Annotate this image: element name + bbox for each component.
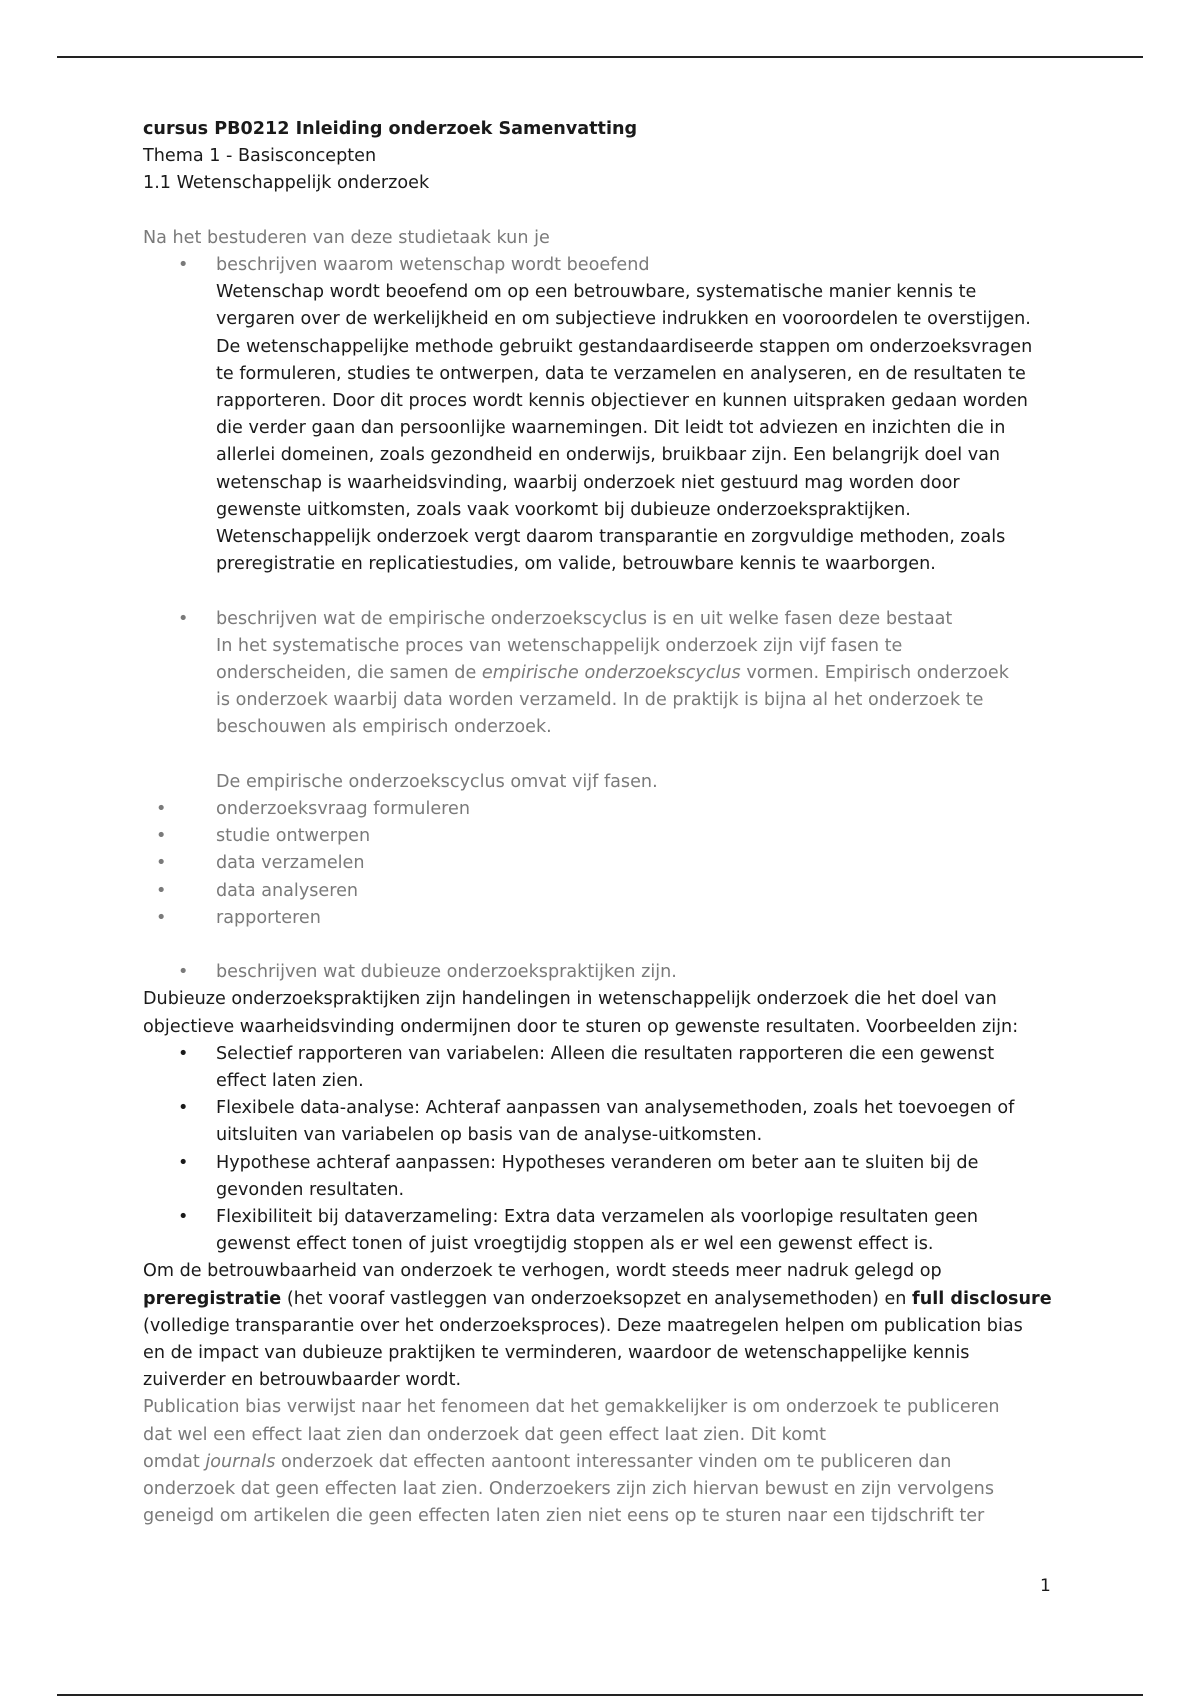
page-number: 1 xyxy=(1040,1576,1051,1596)
section-heading: 1.1 Wetenschappelijk onderzoek xyxy=(143,173,430,194)
italic-term: empirische onderzoekscyclus xyxy=(481,663,741,684)
answer-line: is onderzoek waarbij data worden verzameld. In de praktijk is bijna al het onderzoek te xyxy=(216,690,984,711)
phase-label: onderzoeksvraag formuleren xyxy=(216,799,470,820)
paragraph-line: dat wel een effect laat zien dan onderzoek dat geen effect laat zien. Dit komt xyxy=(143,1424,826,1445)
answer-line xyxy=(216,660,1048,687)
paragraph-line: (volledige transparantie over het onderzoeksproces). Deze maatregelen helpen om publication bias xyxy=(143,1315,1023,1336)
example-line: Flexibiliteit bij dataverzameling: Extra data verzamelen als voorlopige resultaten geen xyxy=(216,1207,979,1228)
text-span: onderzoek dat effecten aantoont interessanter vinden om te publiceren dan xyxy=(275,1451,952,1472)
paragraph-line xyxy=(143,1286,1052,1313)
bold-term: full disclosure xyxy=(912,1288,1052,1309)
example-line: Flexibele data-analyse: Achteraf aanpassen van analysemethoden, zoals het toevoegen of xyxy=(216,1098,1015,1119)
bullet-icon: • xyxy=(156,826,167,847)
list-item xyxy=(143,1204,1048,1258)
paragraph-line: zuiverder en betrouwbaarder wordt. xyxy=(143,1370,462,1391)
goal-2-heading: beschrijven wat de empirische onderzoekscyclus is en uit welke fasen deze bestaat xyxy=(216,608,953,629)
list-item xyxy=(143,878,1048,905)
phases-intro: De empirische onderzoekscyclus omvat vijf fasen. xyxy=(216,771,658,792)
theme-heading: Thema 1 - Basisconcepten xyxy=(143,146,377,167)
bullet-icon: • xyxy=(156,880,167,901)
bullet-icon: • xyxy=(178,608,189,629)
text-span: onderscheiden, die samen de xyxy=(216,663,482,684)
bullet-icon: • xyxy=(156,853,167,874)
reliability-paragraph xyxy=(143,1258,1052,1394)
learning-goal-2 xyxy=(143,606,1048,796)
goal-3-heading: beschrijven wat dubieuze onderzoekspraktijken zijn. xyxy=(216,962,677,983)
text-span: (het vooraf vastleggen van onderzoeksopzet en analysemethoden) en xyxy=(281,1288,913,1309)
answer-line: preregistratie en replicatiestudies, om valide, betrouwbare kennis te waarborgen. xyxy=(216,554,936,575)
example-line: effect laten zien. xyxy=(216,1071,364,1092)
list-item xyxy=(143,850,1048,877)
bullet-icon: • xyxy=(156,799,167,820)
list-item xyxy=(143,905,1048,932)
answer-line: gewenste uitkomsten, zoals vaak voorkomt bij dubieuze onderzoekspraktijken. xyxy=(216,499,911,520)
phase-list xyxy=(143,796,1048,932)
example-line: gevonden resultaten. xyxy=(216,1179,405,1200)
goal-1-answer xyxy=(216,279,1048,578)
list-item xyxy=(143,823,1048,850)
answer-line: Wetenschap wordt beoefend om op een betrouwbare, systematische manier kennis te xyxy=(216,282,977,303)
publication-bias-paragraph xyxy=(143,1394,1048,1530)
example-line: Selectief rapporteren van variabelen: Alleen die resultaten rapporteren die een gewenst xyxy=(216,1043,995,1064)
footer-rule xyxy=(57,1694,1143,1696)
phase-label: studie ontwerpen xyxy=(216,826,371,847)
list-item xyxy=(143,1150,1048,1204)
answer-line: Wetenschappelijk onderzoek vergt daarom transparantie en zorgvuldige methoden, zoals xyxy=(216,527,1006,548)
list-item xyxy=(143,1041,1048,1095)
bullet-icon: • xyxy=(178,255,189,275)
learning-goal-3 xyxy=(143,959,1048,986)
bullet-icon: • xyxy=(178,1043,189,1064)
phase-label: data analyseren xyxy=(216,880,359,901)
phase-label: rapporteren xyxy=(216,907,321,928)
bold-term: preregistratie xyxy=(143,1288,282,1309)
paragraph-line: onderzoek dat geen effecten laat zien. Onderzoekers zijn zich hiervan bewust en zijn vervolgens xyxy=(143,1479,994,1500)
document-body xyxy=(143,116,1052,1531)
answer-line: vergaren over de werkelijkheid en om subjectieve indrukken en vooroordelen te overstijgen. xyxy=(216,309,1031,330)
header-rule xyxy=(57,56,1143,58)
answer-line: allerlei domeinen, zoals gezondheid en onderwijs, bruikbaar zijn. Een belangrijk doel van xyxy=(216,445,1001,466)
spacer xyxy=(143,198,1048,225)
text-span: vormen. Empirisch onderzoek xyxy=(740,663,1009,684)
paragraph-line xyxy=(143,1449,1048,1476)
paragraph-line: en de impact van dubieuze praktijken te verminderen, waardoor de wetenschappelijke kennis xyxy=(143,1343,970,1364)
answer-line: Dubieuze onderzoekspraktijken zijn handelingen in wetenschappelijk onderzoek die het doel van xyxy=(143,989,997,1010)
spacer xyxy=(143,932,1048,959)
goal-1-heading: beschrijven waarom wetenschap wordt beoefend xyxy=(216,255,650,275)
examples-list xyxy=(143,1041,1048,1259)
phase-label: data verzamelen xyxy=(216,853,365,874)
answer-line: rapporteren. Door dit proces wordt kennis objectiever en kunnen uitspraken gedaan worden xyxy=(216,391,1028,412)
answer-line: De wetenschappelijke methode gebruikt gestandaardiseerde stappen om onderzoeksvragen xyxy=(216,336,1033,357)
answer-line: objectieve waarheidsvinding ondermijnen door te sturen op gewenste resultaten. Voorbeelden zijn: xyxy=(143,1016,1019,1037)
intro-text: Na het bestuderen van deze studietaak kun je xyxy=(143,227,550,248)
answer-line: In het systematische proces van wetenschappelijk onderzoek zijn vijf fasen te xyxy=(216,635,903,656)
document-title: cursus PB0212 Inleiding onderzoek Samenvatting xyxy=(143,119,638,139)
text-span: omdat xyxy=(143,1451,206,1472)
bullet-icon: • xyxy=(178,962,189,983)
bullet-icon: • xyxy=(178,1098,189,1119)
list-item xyxy=(143,1095,1048,1149)
answer-line: wetenschap is waarheidsvinding, waarbij onderzoek niet gestuurd mag worden door xyxy=(216,472,960,493)
paragraph-line: Publication bias verwijst naar het fenomeen dat het gemakkelijker is om onderzoek te publiceren xyxy=(143,1397,1000,1418)
answer-line: beschouwen als empirisch onderzoek. xyxy=(216,717,552,738)
italic-term: journals xyxy=(205,1451,276,1472)
paragraph-line: geneigd om artikelen die geen effecten laten zien niet eens op te sturen naar een tijdschrift ter xyxy=(143,1506,985,1527)
spacer xyxy=(143,578,1048,605)
spacer xyxy=(216,742,1048,769)
example-line: Hypothese achteraf aanpassen: Hypotheses veranderen om beter aan te sluiten bij de xyxy=(216,1152,979,1173)
answer-line: te formuleren, studies te ontwerpen, data te verzamelen en analyseren, en de resultaten te xyxy=(216,363,1026,384)
bullet-icon: • xyxy=(178,1152,189,1173)
answer-line: die verder gaan dan persoonlijke waarnemingen. Dit leidt tot adviezen en inzichten die in xyxy=(216,418,1006,439)
bullet-icon: • xyxy=(156,907,167,928)
paragraph-line: Om de betrouwbaarheid van onderzoek te verhogen, wordt steeds meer nadruk gelegd op xyxy=(143,1261,942,1282)
goal-3-answer xyxy=(143,986,1048,1040)
example-line: gewenst effect tonen of juist vroegtijdig stoppen als er wel een gewenst effect is. xyxy=(216,1234,934,1255)
bullet-icon: • xyxy=(178,1207,189,1228)
learning-goal-1 xyxy=(143,252,1048,578)
list-item xyxy=(143,796,1048,823)
example-line: uitsluiten van variabelen op basis van de analyse-uitkomsten. xyxy=(216,1125,763,1146)
